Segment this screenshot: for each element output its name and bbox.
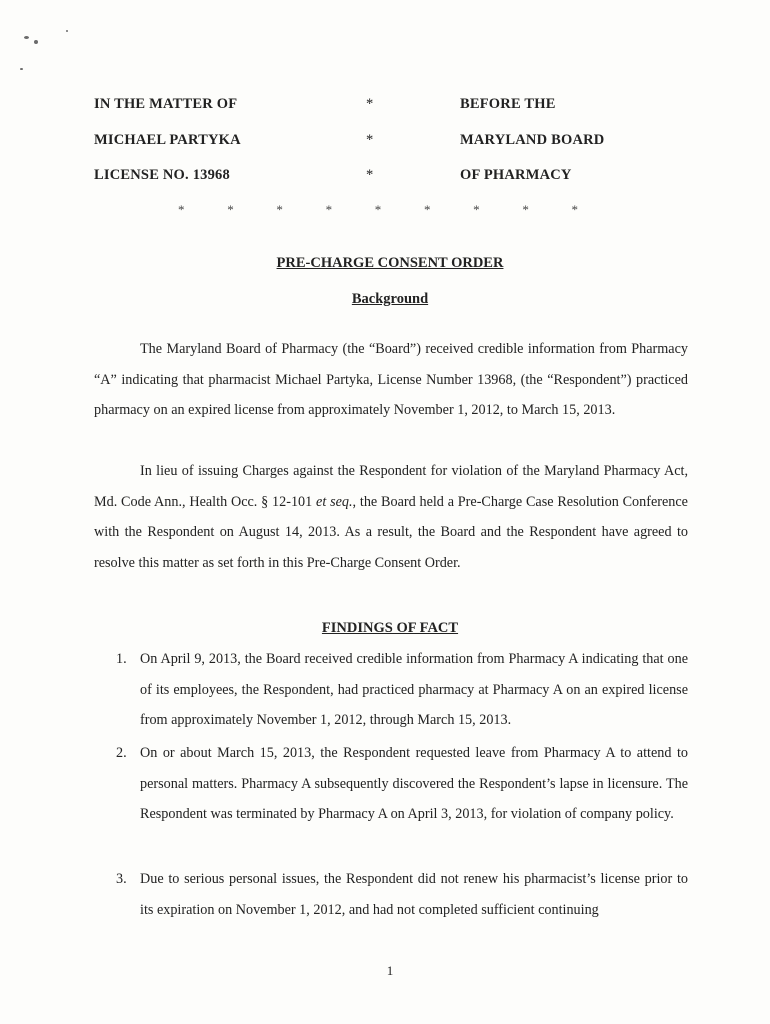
document-title: PRE-CHARGE CONSENT ORDER xyxy=(276,255,504,271)
background-paragraph xyxy=(94,456,688,578)
caption-row xyxy=(94,167,694,203)
divider-star: * xyxy=(325,202,333,217)
finding-item xyxy=(94,864,688,925)
paragraph-text: In lieu of issuing Charges against the Respondent for violation of the Maryland Pharmacy Act, Md. Code Ann., Health Occ. § 12-101 xyxy=(94,463,688,510)
finding-item xyxy=(94,644,688,736)
scan-speck xyxy=(24,36,29,39)
paragraph-text: , the Board held a Pre-Charge Case Resolution Conference with the Respondent on August 14, 2013. As a result, the Board and the Respondent have agreed to resolve this matter as set forth in this Pre-Charge Consent Order. xyxy=(94,493,688,571)
caption-star: * xyxy=(366,96,374,112)
caption-star: * xyxy=(366,167,374,183)
scan-speck xyxy=(34,40,38,44)
scan-speck xyxy=(20,68,23,70)
background-heading: Background xyxy=(351,291,429,307)
caption-right: OF PHARMACY xyxy=(460,167,572,183)
finding-text: On April 9, 2013, the Board received credible information from Pharmacy A indicating that one of its employees, the Respondent, had practiced pharmacy at Pharmacy A on an expired license from approximately November 1, 2012, through March 15, 2013. xyxy=(140,651,688,729)
caption-star: * xyxy=(366,131,374,148)
star-divider xyxy=(178,202,578,218)
divider-star: * xyxy=(522,202,529,217)
divider-star: * xyxy=(473,202,480,217)
finding-number: 1. xyxy=(116,651,127,667)
findings-heading: FINDINGS OF FACT xyxy=(321,620,459,636)
divider-star: * xyxy=(571,202,578,217)
scan-speck xyxy=(66,30,68,32)
finding-text: Due to serious personal issues, the Respondent did not renew his pharmacist’s license prior to its expiration on November 1, 2012, and had not completed sufficient continuing xyxy=(140,871,688,918)
divider-star: * xyxy=(276,202,283,217)
divider-star: * xyxy=(374,202,382,217)
finding-item xyxy=(94,738,688,830)
finding-number: 3. xyxy=(116,871,127,887)
paragraph-italic: et seq. xyxy=(316,493,353,510)
divider-star: * xyxy=(423,202,431,217)
caption-right: MARYLAND BOARD xyxy=(460,131,605,148)
caption-left: LICENSE NO. 13968 xyxy=(94,167,230,183)
caption-row xyxy=(94,132,694,168)
finding-text: On or about March 15, 2013, the Respondent requested leave from Pharmacy A to attend to personal matters. Pharmacy A subsequently discovered the Respondent’s lapse in licensure. The Respondent was terminated by Pharmacy A on April 3, 2013, for violation of company policy. xyxy=(140,745,688,823)
caption-left: MICHAEL PARTYKA xyxy=(94,131,241,148)
caption-row xyxy=(94,96,694,132)
caption-left: IN THE MATTER OF xyxy=(94,96,238,112)
finding-number: 2. xyxy=(116,745,127,761)
divider-star: * xyxy=(227,202,234,217)
page-number: 1 xyxy=(386,963,394,978)
case-caption xyxy=(94,96,694,203)
background-paragraph: The Maryland Board of Pharmacy (the “Board”) received credible information from Pharmacy “A” indicating that pharmacist Michael Partyka, License Number 13968, (the “Respondent”) practiced pharmacy on an expired license from approximately November 1, 2012, to March 15, 2013. xyxy=(94,341,688,419)
divider-star: * xyxy=(178,202,185,217)
caption-right: BEFORE THE xyxy=(460,96,556,112)
